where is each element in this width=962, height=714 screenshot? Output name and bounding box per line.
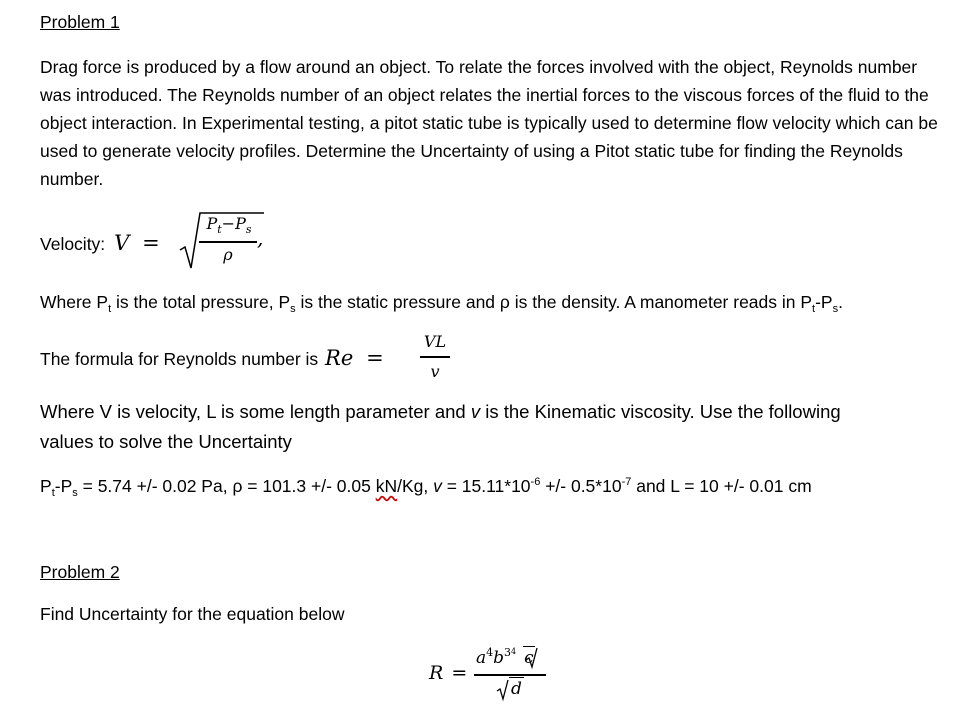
velocity-label: Velocity:: [40, 234, 106, 254]
r-denominator: d: [511, 679, 522, 699]
velocity-comma: ,: [257, 226, 264, 250]
velocity-denominator: ρ: [223, 245, 233, 264]
denominator-root-symbol: [496, 679, 510, 701]
reynolds-denominator: v: [430, 362, 440, 381]
variable-definition: Where V is velocity, L is some length parameter and v is the Kinematic viscosity. Use the following values to solve the Uncertainty: [40, 401, 841, 452]
equals-sign: =: [142, 231, 160, 255]
problem-2-heading: Problem 2: [40, 562, 120, 582]
reynolds-numerator: VL: [423, 332, 447, 351]
spellcheck-word: kN: [375, 476, 398, 496]
equals-sign: =: [366, 346, 384, 370]
r-variable: R =: [429, 662, 468, 684]
velocity-variable: V: [114, 231, 130, 255]
r-fraction-bar: [474, 674, 546, 676]
r-numerator: $a^4b^{34}$ c: [476, 646, 534, 668]
problem-1-paragraph: Drag force is produced by a flow around an object. To relate the forces involved with the object, Reynolds number was introduced. The Reynolds number of an object relates the inertial forces to the viscous forces of the fluid to the object interaction. In Experimental testing, a pitot static tube is typically used to determine flow velocity which can be used to generate velocity profiles. Determine the Uncertainty of using a Pitot static tube for finding the Reynolds number.: [40, 57, 938, 189]
velocity-fraction-bar: [199, 241, 257, 243]
velocity-numerator: $P_t-P_s$: [206, 214, 252, 236]
given-values: $P_t-P_s = 5.74$ +/- 0.02 Pa, ρ = 101.3 +/- 0.05 kN/Kg, $v = 15.11*10^{-6}$ +/- $0.5*10^{-7}$ and L = 10 +/- 0.01 cm: [40, 476, 812, 499]
pressure-definition: Where $P_t$ is the total pressure, $P_s$ is the static pressure and ρ is the density. A manometer reads in $P_t-P_s$.: [40, 292, 843, 315]
reynolds-label: The formula for Reynolds number is: [40, 349, 319, 369]
numerator-root-symbol: [525, 647, 539, 669]
problem-1-heading: Problem 1: [40, 12, 120, 32]
problem-2-instruction: Find Uncertainty for the equation below: [40, 604, 345, 624]
reynolds-fraction-bar: [420, 356, 450, 358]
reynolds-variable: Re: [325, 346, 354, 370]
